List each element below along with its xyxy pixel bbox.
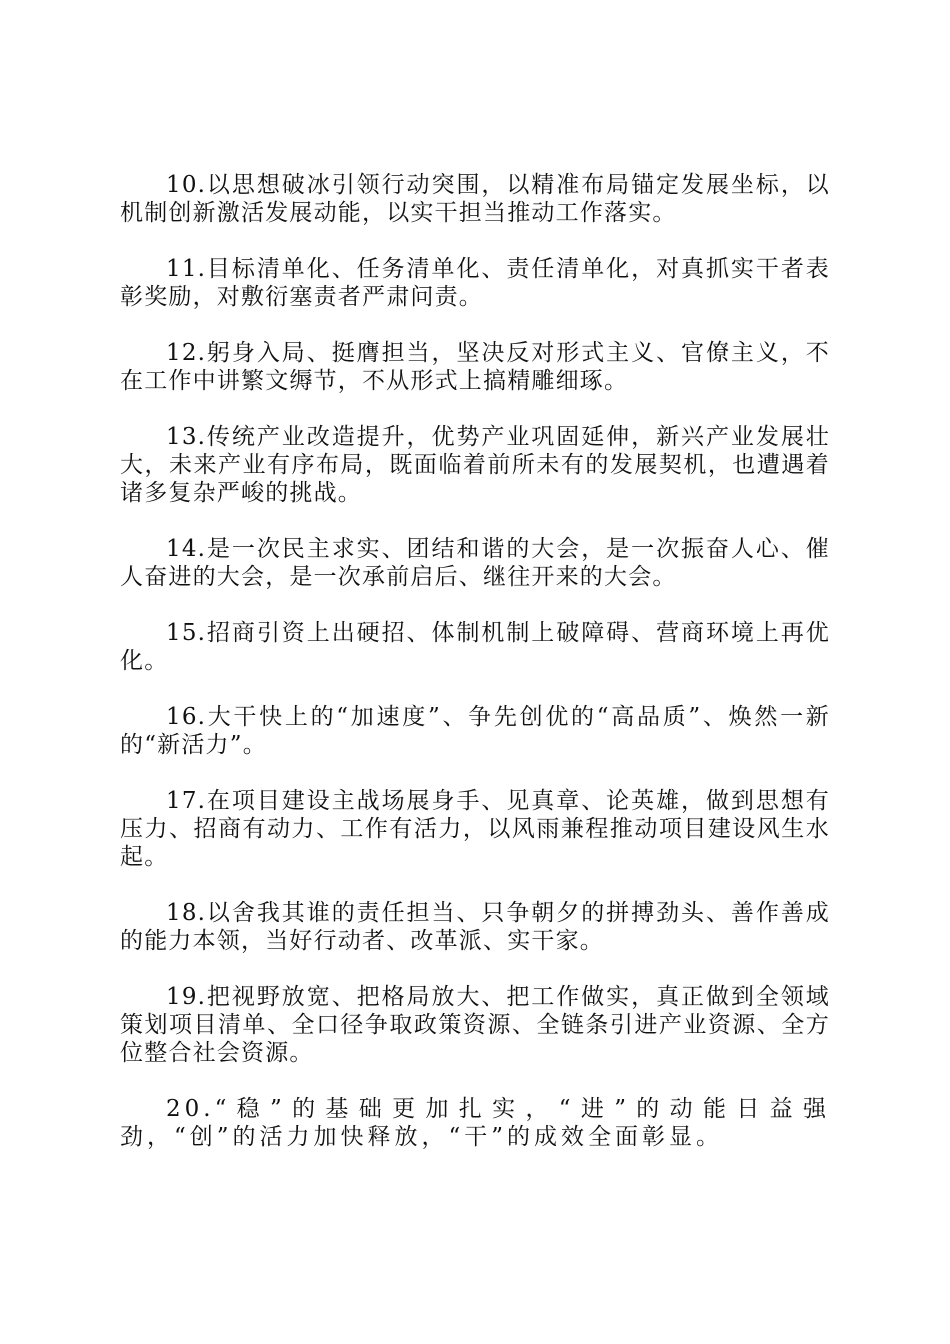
- paragraph-16: 16.大干快上的“加速度”、争先创优的“高品质”、焕然一新的“新活力”。: [120, 704, 830, 758]
- paragraph-11: 11.目标清单化、任务清单化、责任清单化，对真抓实干者表彰奖励，对敷衍塞责者严肃问责。: [120, 256, 830, 310]
- paragraph-15: 15.招商引资上出硬招、体制机制上破障碍、营商环境上再优化。: [120, 620, 830, 674]
- paragraph-10: 10.以思想破冰引领行动突围，以精准布局锚定发展坐标，以机制创新激活发展动能，以实干担当推动工作落实。: [120, 172, 830, 226]
- paragraph-18: 18.以舍我其谁的责任担当、只争朝夕的拼搏劲头、善作善成的能力本领，当好行动者、改革派、实干家。: [120, 900, 830, 954]
- paragraph-19: 19.把视野放宽、把格局放大、把工作做实，真正做到全领域策划项目清单、全口径争取政策资源、全链条引进产业资源、全方位整合社会资源。: [120, 984, 830, 1066]
- paragraph-14: 14.是一次民主求实、团结和谐的大会，是一次振奋人心、催人奋进的大会，是一次承前启后、继往开来的大会。: [120, 536, 830, 590]
- paragraph-13: 13.传统产业改造提升，优势产业巩固延伸，新兴产业发展壮大，未来产业有序布局，既面临着前所未有的发展契机，也遭遇着诸多复杂严峻的挑战。: [120, 424, 830, 506]
- paragraph-20: 20.“稳”的基础更加扎实，“进”的动能日益强劲，“创”的活力加快释放，“干”的成效全面彰显。: [120, 1096, 830, 1150]
- paragraph-12: 12.躬身入局、挺膺担当，坚决反对形式主义、官僚主义，不在工作中讲繁文缛节，不从形式上搞精雕细琢。: [120, 340, 830, 394]
- paragraph-17: 17.在项目建设主战场展身手、见真章、论英雄，做到思想有压力、招商有动力、工作有活力，以风雨兼程推动项目建设风生水起。: [120, 788, 830, 870]
- document-body: [120, 171, 830, 1179]
